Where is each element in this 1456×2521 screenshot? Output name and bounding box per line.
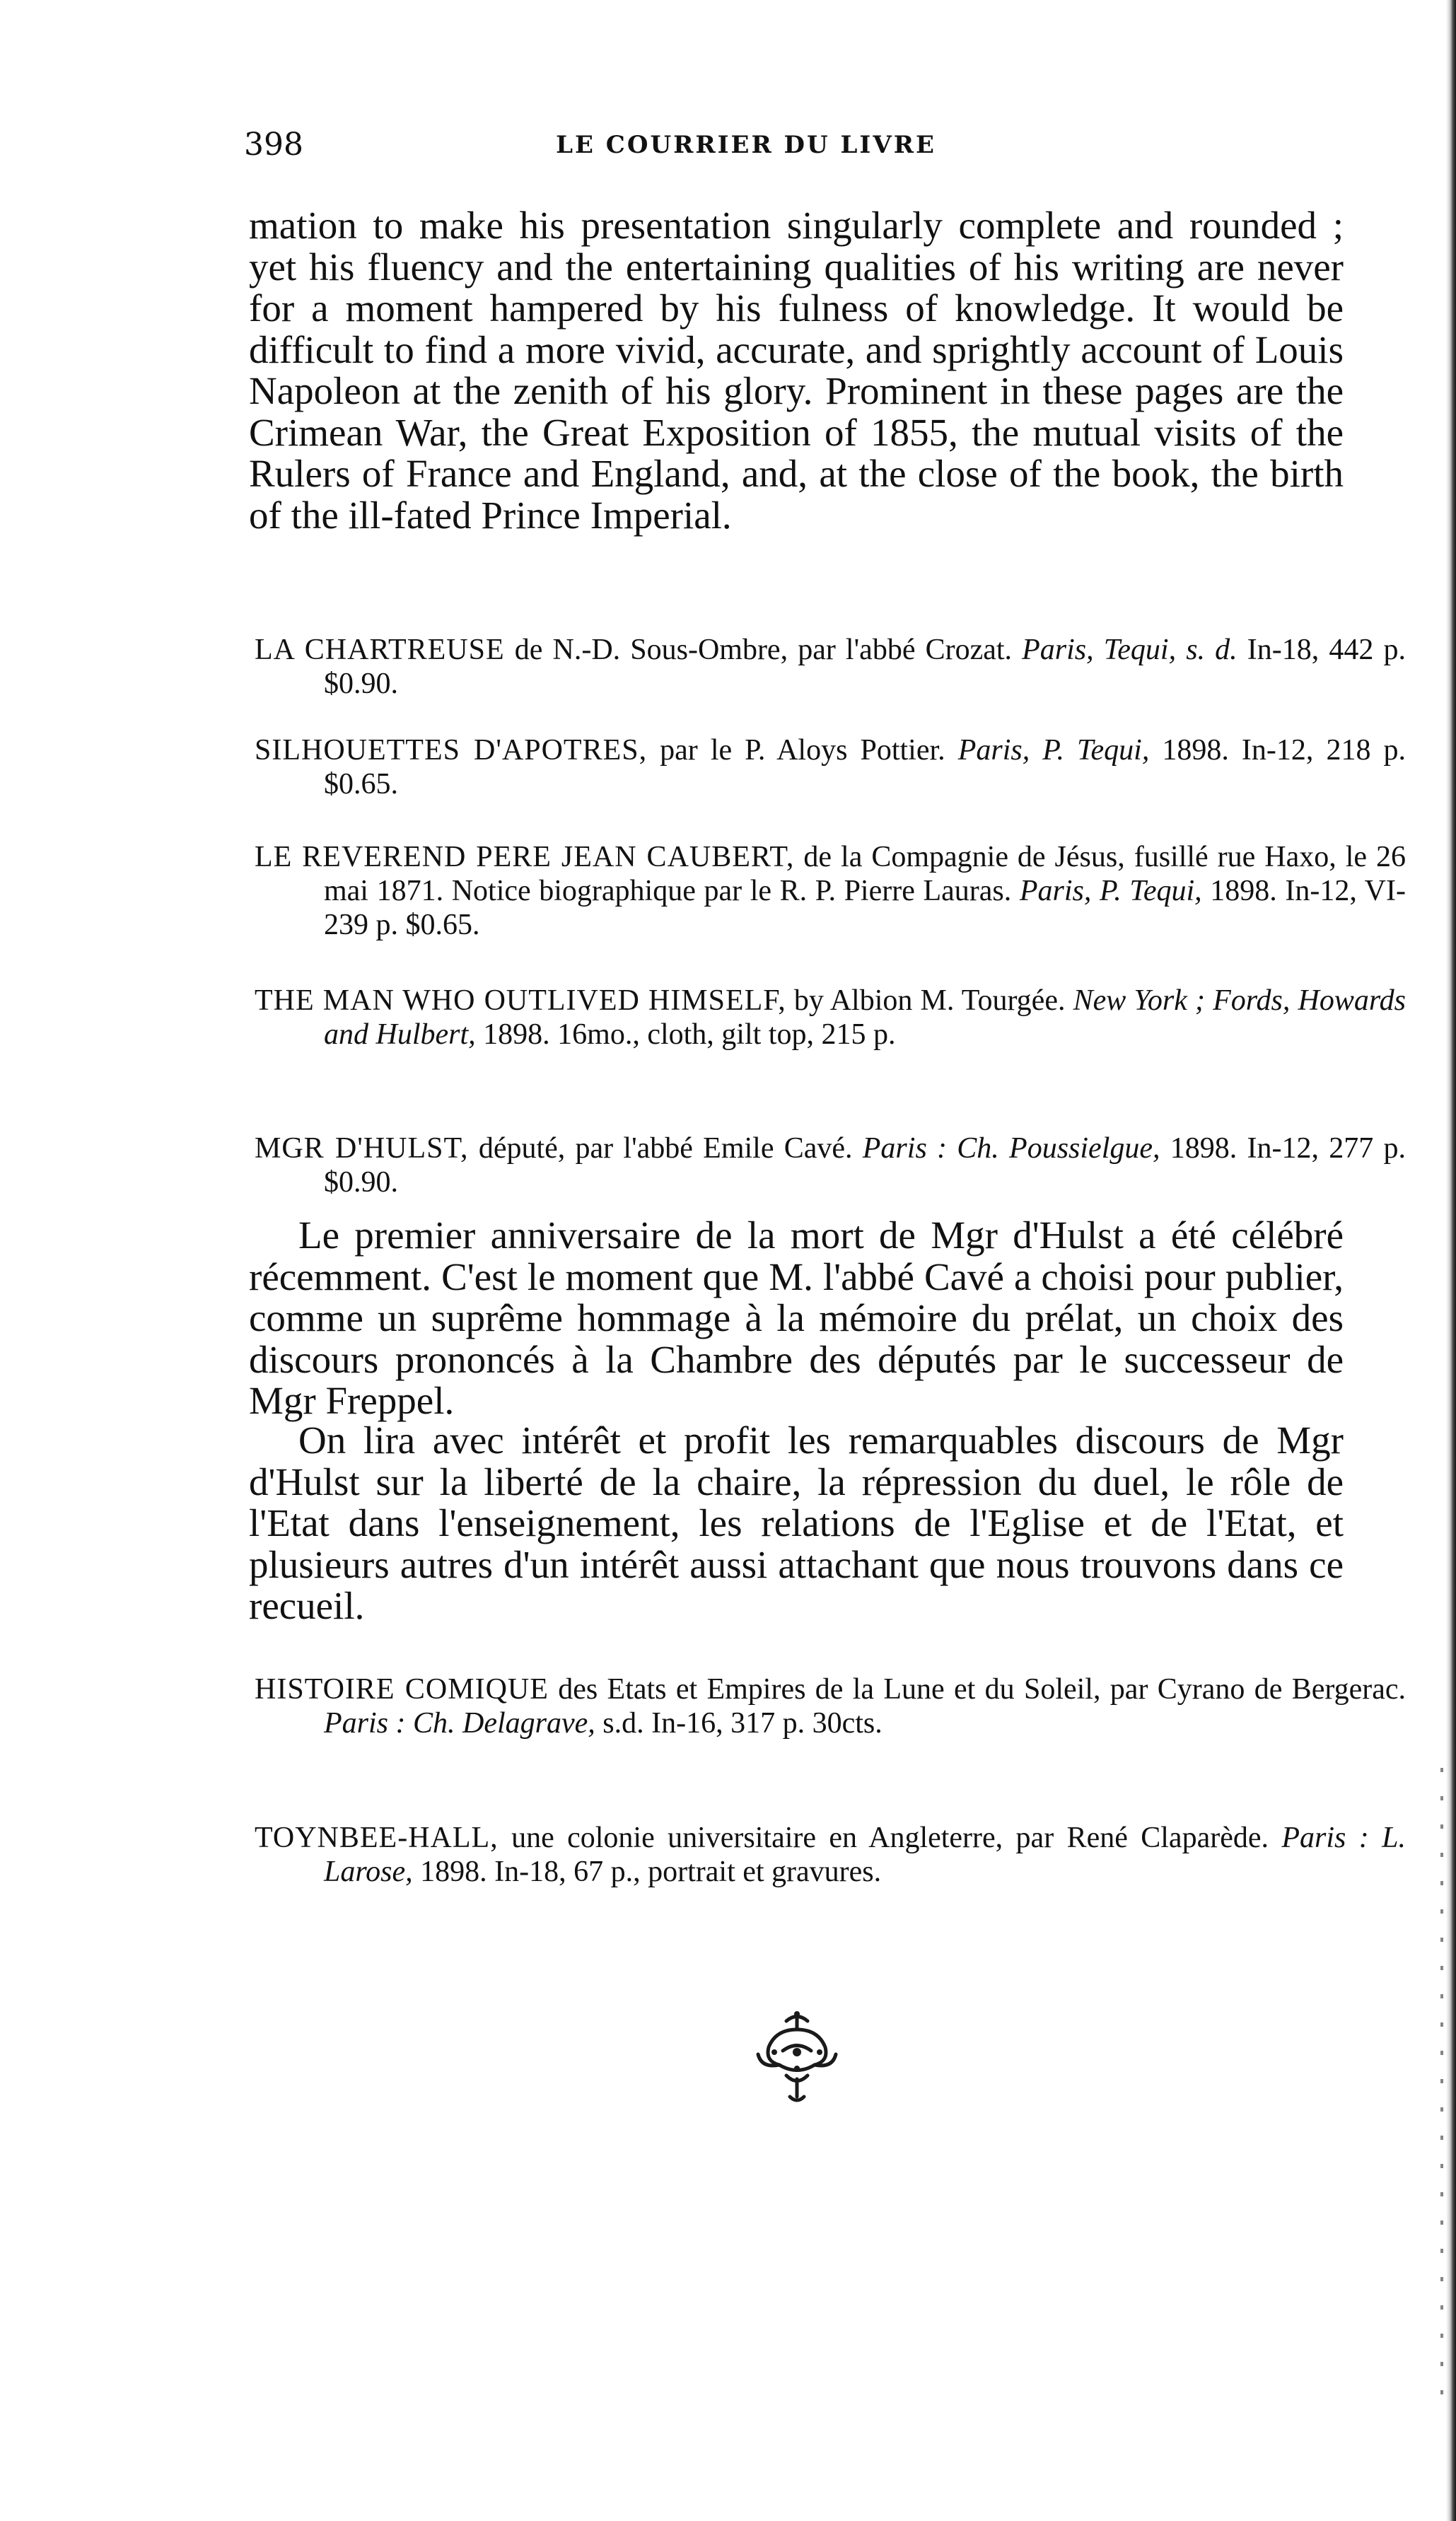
bibliography-entry <box>255 984 1406 1052</box>
entry-details: 1898. In-12, 277 p. $0.90. <box>324 1132 1406 1199</box>
bibliography-entry <box>255 840 1406 942</box>
page-number: 398 <box>244 127 303 163</box>
entry-text: de N.-D. Sous-Ombre, par l'abbé Crozat. <box>504 634 1023 666</box>
bibliography-entry <box>255 1821 1406 1889</box>
bibliography-entry <box>255 733 1406 801</box>
review-paragraph-continued: mation to make his presentation singularly complete and rounded ; yet his fluency and the entertaining qualities of his writing are never for a moment hampered by his fulness of knowledge. It would be difficult to find a more vivid, accurate, and sprightly account of Louis Napoleon at the zenith of his glory. Prominent in these pages are the Crimean War, the Great Exposition of 1855, the mutual visits of the Rulers of France and England, and, at the close of the book, the birth of the ill-fated Prince Imperial. <box>249 204 1344 537</box>
entry-details: In-18, 442 p. $0.90. <box>324 634 1406 700</box>
entry-imprint: Paris, P. Tequi, <box>1019 875 1202 907</box>
entry-text: des Etats et Empires de la Lune et du Soleil, par Cyrano de Bergerac. <box>548 1673 1406 1706</box>
entry-imprint: Paris, Tequi, s. d. <box>1022 634 1237 666</box>
entry-heading: HISTOIRE COMIQUE <box>255 1673 549 1706</box>
bibliography-entry <box>255 1672 1406 1740</box>
entry-text: de la Compagnie de Jésus, fusillé rue Haxo, le 26 mai 1871. Notice biographique par le R. P. Pierre Lauras. <box>324 841 1407 907</box>
floral-tailpiece-icon <box>747 2008 846 2107</box>
entry-heading: TOYNBEE-HALL, <box>255 1822 499 1854</box>
entry-imprint: New York ; Fords, Howards and Hulbert, <box>324 984 1406 1051</box>
review-paragraph: On lira avec intérêt et profit les remarquables discours de Mgr d'Hulst sur la liberté de la chaire, la répression du duel, le rôle de l'Etat dans l'enseignement, les relations de l'Eglise et de l'Etat, et plusieurs autres d'un intérêt aussi attachant que nous trouvons dans ce recueil. <box>249 1419 1344 1627</box>
page-header <box>244 124 1347 166</box>
entry-text: député, par l'abbé Emile Cavé. <box>468 1132 863 1165</box>
entry-heading: LA CHARTREUSE <box>255 634 505 666</box>
entry-details: 1898. In-18, 67 p., portrait et gravures. <box>412 1856 882 1888</box>
entry-text: une colonie universitaire en Angleterre, par René Claparède. <box>498 1822 1282 1854</box>
entry-heading: LE REVEREND PERE JEAN CAUBERT, <box>255 841 795 873</box>
entry-text: by Albion M. Tourgée. <box>786 984 1073 1017</box>
scan-edge-shadow <box>1446 0 1456 2521</box>
entry-text: par le P. Aloys Pottier. <box>647 734 958 767</box>
entry-imprint: Paris : L. Larose, <box>324 1822 1407 1888</box>
entry-details: 1898. 16mo., cloth, gilt top, 215 p. <box>475 1018 896 1051</box>
entry-details: 1898. In-12, VI-239 p. $0.65. <box>324 875 1406 941</box>
entry-details: 1898. In-12, 218 p. $0.65. <box>324 734 1406 800</box>
entry-heading: MGR D'HULST, <box>255 1132 469 1165</box>
entry-details: s.d. In-16, 317 p. 30cts. <box>595 1707 883 1740</box>
scan-edge-marks <box>1440 1768 1443 2404</box>
entry-imprint: Paris, P. Tequi, <box>957 734 1150 767</box>
review-paragraph: Le premier anniversaire de la mort de Mgr d'Hulst a été célébré récemment. C'est le moment que M. l'abbé Cavé a choisi pour publier, comme un suprême hommage à la mémoire du prélat, un choix des discours prononcés à la Chambre des députés par le successeur de Mgr Freppel. <box>249 1213 1344 1422</box>
bibliography-entry <box>255 1131 1406 1199</box>
entry-imprint: Paris : Ch. Delagrave, <box>324 1707 595 1740</box>
entry-imprint: Paris : Ch. Poussielgue, <box>862 1132 1160 1165</box>
entry-heading: SILHOUETTES D'APOTRES, <box>255 734 648 767</box>
bibliography-entry <box>255 633 1406 701</box>
entry-heading: THE MAN WHO OUTLIVED HIMSELF, <box>255 984 786 1017</box>
running-head: LE COURRIER DU LIVRE <box>556 131 936 159</box>
